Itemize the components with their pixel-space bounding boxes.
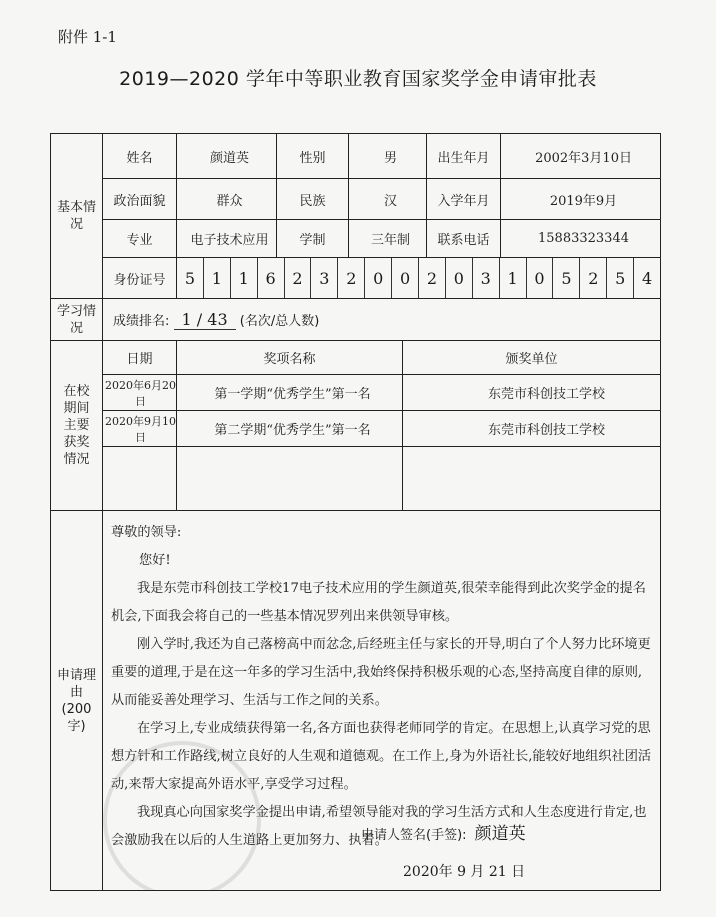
- award-row-empty: [51, 447, 661, 511]
- hello: 您好!: [139, 553, 171, 568]
- row-name: [51, 134, 661, 179]
- col-award-name: 奖项名称: [177, 341, 403, 375]
- row-major: [51, 220, 661, 258]
- row-reason: [51, 511, 661, 891]
- application-form: [50, 133, 661, 891]
- name-label: 姓名: [103, 134, 177, 179]
- id-digit[interactable]: 1: [499, 258, 526, 298]
- rank-field[interactable]: [103, 299, 661, 341]
- section-awards: 在校期间主要获奖情况: [51, 341, 103, 511]
- award-unit[interactable]: 东莞市科创技工学校: [403, 375, 661, 411]
- id-digit[interactable]: 5: [606, 258, 633, 298]
- system-label: 学制: [277, 220, 349, 258]
- form-title: 2019—2020 学年中等职业教育国家奖学金申请审批表: [119, 68, 597, 90]
- school-seal: [103, 741, 261, 891]
- award-unit[interactable]: 东莞市科创技工学校: [403, 411, 661, 447]
- major-value[interactable]: 电子技术应用: [177, 220, 277, 258]
- system-value[interactable]: 三年制: [349, 220, 427, 258]
- name-value[interactable]: 颜道英: [177, 134, 277, 179]
- signature-line: [361, 819, 526, 844]
- political-label: 政治面貌: [103, 179, 177, 220]
- id-digit[interactable]: 5: [184, 268, 196, 288]
- sign-date[interactable]: 2020年 9 月 21 日: [403, 864, 526, 880]
- rank-label: 成绩排名:: [113, 314, 170, 329]
- award-unit-empty[interactable]: [403, 447, 661, 511]
- id-label: 身份证号: [103, 258, 177, 299]
- major-label: 专业: [103, 220, 177, 258]
- section-study: 学习情况: [51, 299, 103, 341]
- award-name[interactable]: 第二学期“优秀学生”第一名: [177, 411, 403, 447]
- id-digit[interactable]: 1: [203, 258, 230, 298]
- row-id: [51, 258, 661, 299]
- id-digit[interactable]: 0: [364, 258, 391, 298]
- award-date-empty[interactable]: [103, 447, 177, 511]
- id-digit[interactable]: 1: [230, 258, 257, 298]
- id-digit[interactable]: 2: [418, 258, 445, 298]
- rank-value[interactable]: 1 / 43: [174, 310, 236, 330]
- col-award-unit: 颁奖单位: [403, 341, 661, 375]
- id-digit[interactable]: 0: [391, 258, 418, 298]
- enroll-label: 入学年月: [427, 179, 501, 220]
- paragraph-2: 刚入学时,我还为自己落榜高中而忿念,后经班主任与家长的开导,明白了个人努力比环境更重要的道理,于是在这一年多的学习生活中,我始终保持积极乐观的心态,坚持高度自律的原则,从而能妥善处理学习、生活与工作之间的关系。: [111, 637, 651, 708]
- section-reason: 申请理由(200字): [51, 511, 103, 891]
- ethnic-label: 民族: [277, 179, 349, 220]
- col-date: 日期: [103, 341, 177, 375]
- awards-header: [51, 341, 661, 375]
- award-name[interactable]: 第一学期“优秀学生”第一名: [177, 375, 403, 411]
- award-row: [51, 411, 661, 447]
- birth-value[interactable]: 2002年3月10日: [501, 134, 661, 179]
- id-number[interactable]: [177, 258, 661, 299]
- paragraph-4: 我现真心向国家奖学金提出申请,希望领导能对我的学习生活方式和人生态度进行肯定,也会激励我在以后的人生道路上更加努力、执着。: [111, 805, 647, 848]
- id-digit[interactable]: 0: [445, 258, 472, 298]
- enroll-value[interactable]: 2019年9月: [501, 179, 661, 220]
- award-name-empty[interactable]: [177, 447, 403, 511]
- signature-name[interactable]: 颜道英: [474, 824, 526, 844]
- reason-field[interactable]: [103, 511, 661, 891]
- signature-label: 申请人签名(手签):: [361, 828, 467, 843]
- gender-label: 性别: [277, 134, 349, 179]
- gender-value[interactable]: 男: [349, 134, 427, 179]
- id-digit[interactable]: 2: [337, 258, 364, 298]
- row-study: [51, 299, 661, 341]
- id-digit[interactable]: 3: [310, 258, 337, 298]
- row-political: [51, 179, 661, 220]
- attachment-label: 附件 1-1: [58, 28, 117, 46]
- phone-value[interactable]: 15883323344: [501, 220, 661, 258]
- id-digit[interactable]: 3: [472, 258, 499, 298]
- id-digit[interactable]: 5: [552, 258, 579, 298]
- id-digit[interactable]: 4: [633, 258, 660, 298]
- paragraph-1: 我是东莞市科创技工学校17电子技术应用的学生颜道英,很荣幸能得到此次奖学金的提名机会,下面我会将自己的一些基本情况罗列出来供领导审核。: [111, 581, 646, 624]
- award-date[interactable]: 2020年9月10日: [103, 411, 177, 447]
- award-date[interactable]: 2020年6月20日: [103, 375, 177, 411]
- section-basic: 基本情况: [51, 134, 103, 299]
- id-digit[interactable]: 2: [284, 258, 311, 298]
- political-value[interactable]: 群众: [177, 179, 277, 220]
- ethnic-value[interactable]: 汉: [349, 179, 427, 220]
- id-digit[interactable]: 2: [579, 258, 606, 298]
- paragraph-3: 在学习上,专业成绩获得第一名,各方面也获得老师同学的肯定。在思想上,认真学习党的思想方针和工作路线,树立良好的人生观和道德观。在工作上,身为外语社长,能较好地组织社团活动,来帮大家提高外语水平,享受学习过程。: [111, 721, 652, 792]
- id-digit[interactable]: 0: [526, 258, 553, 298]
- award-row: [51, 375, 661, 411]
- birth-label: 出生年月: [427, 134, 501, 179]
- rank-note: (名次/总人数): [239, 314, 320, 329]
- greeting: 尊敬的领导:: [111, 525, 182, 540]
- id-digit[interactable]: 6: [257, 258, 284, 298]
- phone-label: 联系电话: [427, 220, 501, 258]
